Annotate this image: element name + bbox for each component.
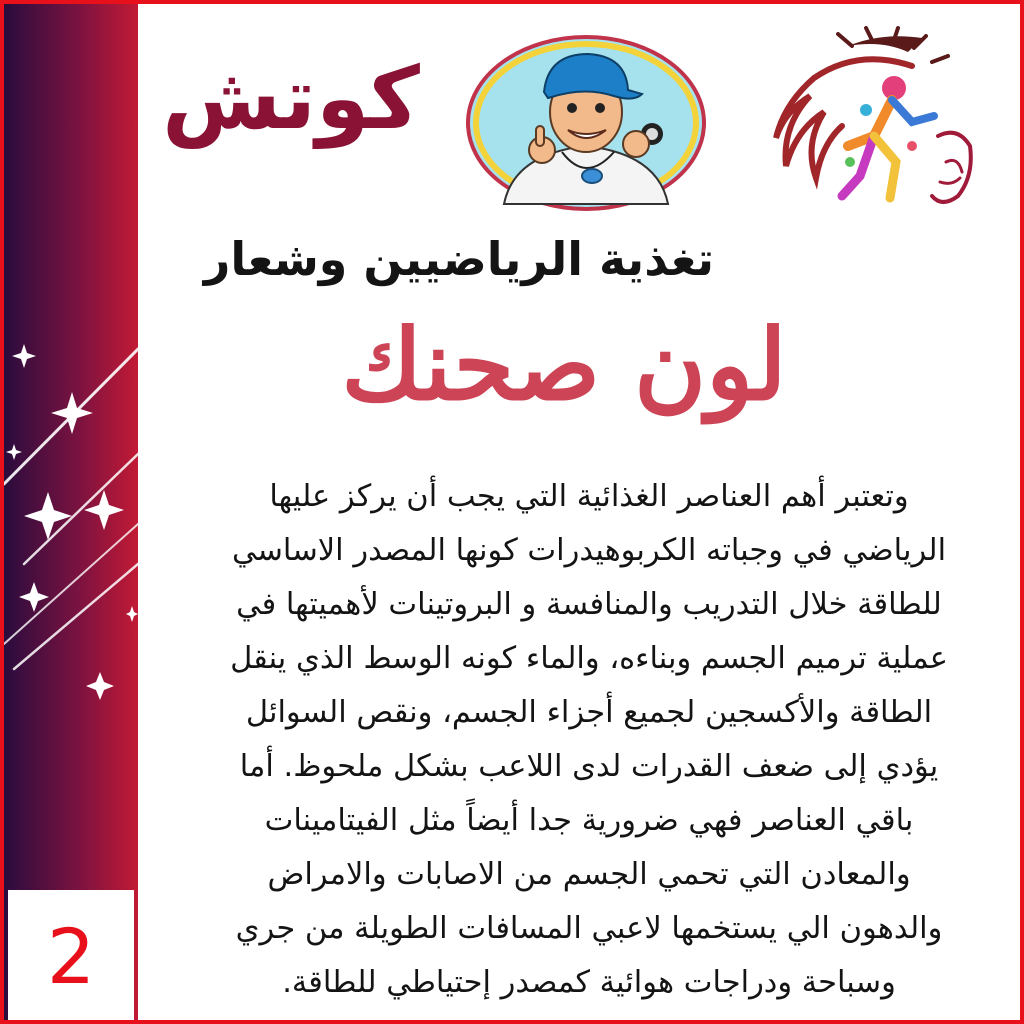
body-line: وسباحة ودراجات هوائية كمصدر إحتياطي للطاقة.	[282, 965, 896, 1000]
body-line: يؤدي إلى ضعف القدرات لدى اللاعب بشكل ملحوظ. أما	[239, 749, 939, 784]
body-paragraph	[180, 470, 998, 1010]
body-line: وتعتبر أهم العناصر الغذائية التي يجب أن يركز عليها	[269, 479, 909, 514]
runner-logo-icon	[762, 26, 988, 218]
star-icon	[84, 490, 124, 530]
coach-illustration-icon	[464, 34, 708, 212]
page-number: 2	[46, 912, 96, 1001]
body-line: باقي العناصر فهي ضرورية جدا أيضاً مثل الفيتامينات	[264, 803, 914, 838]
star-icon	[12, 344, 36, 368]
side-banner	[4, 4, 138, 1024]
brand-title: كوتش	[162, 49, 420, 149]
star-icon	[51, 392, 93, 434]
star-icon	[6, 444, 22, 460]
body-line: والمعادن التي تحمي الجسم من الاصابات والامراض	[267, 857, 911, 892]
shooting-stars-decoration	[4, 4, 138, 1024]
body-line: الطاقة والأكسجين لجميع أجزاء الجسم، ونقص السوائل	[245, 695, 933, 730]
headline: تغذية الرياضيين وشعار	[203, 232, 714, 286]
body-line: عملية ترميم الجسم وبناءه، والماء كونه الوسط الذي ينقل	[230, 641, 948, 676]
star-icon	[24, 492, 72, 540]
body-line: والدهون الي يستخمها لاعبي المسافات الطويلة من جري	[235, 911, 943, 946]
body-line: الرياضي في وجباته الكربوهيدرات كونها المصدر الاساسي	[231, 533, 947, 568]
star-icon	[126, 606, 138, 622]
star-icon	[86, 672, 114, 700]
slogan-title: لون صحنك	[341, 308, 787, 423]
body-line: للطاقة خلال التدريب والمنافسة و البروتينات لأهميتها في	[236, 587, 942, 622]
page-number-box	[8, 890, 134, 1024]
